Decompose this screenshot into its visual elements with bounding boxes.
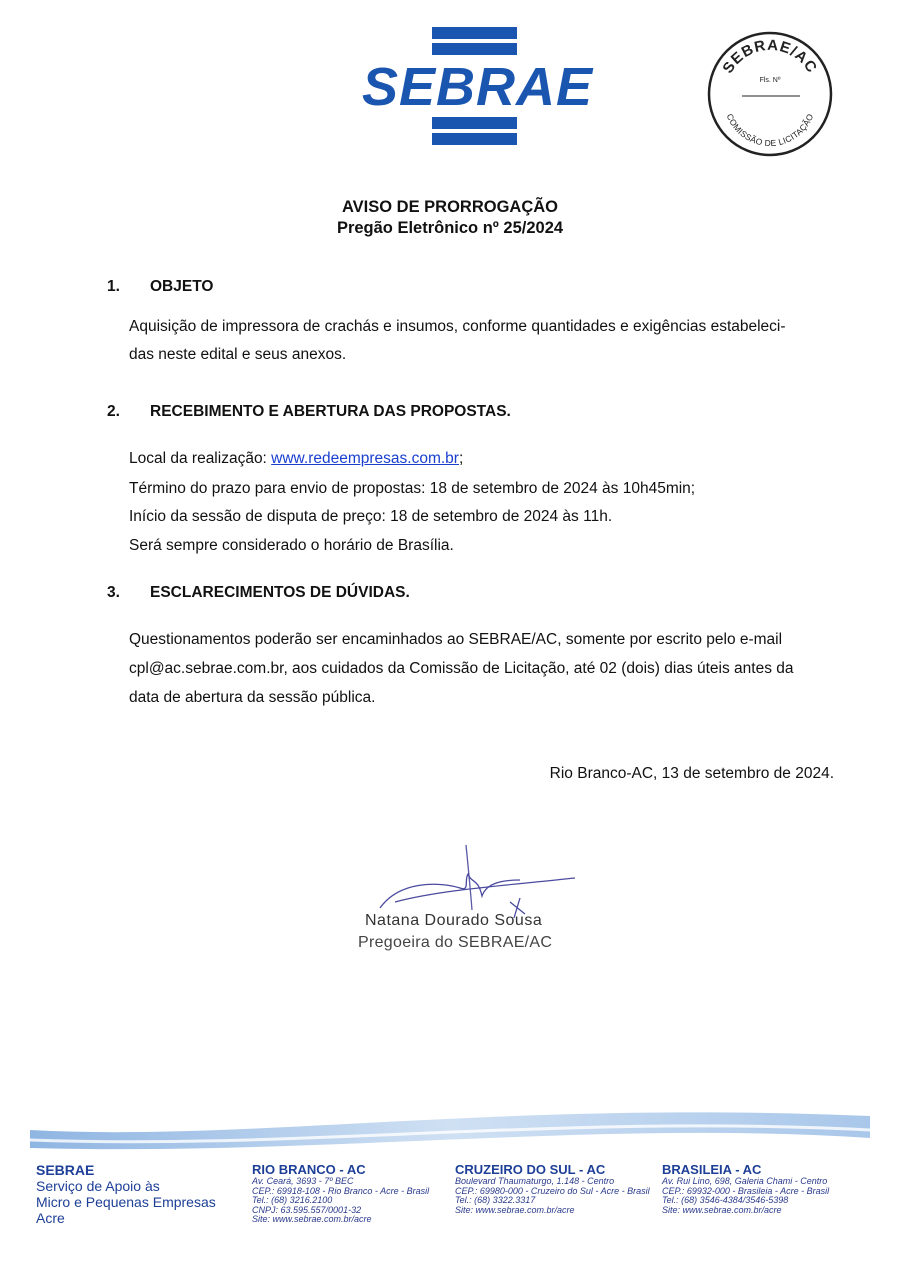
section-title: RECEBIMENTO E ABERTURA DAS PROPOSTAS. — [150, 403, 511, 420]
office-line: CEP.: 69918-108 - Rio Branco - Acre - Brasil — [252, 1185, 430, 1196]
section-number: 3. — [107, 584, 120, 601]
commission-stamp — [706, 30, 834, 158]
office-line: CNPJ: 63.595.557/0001-32 — [252, 1204, 362, 1215]
paragraph-line: Aquisição de impressora de crachás e insumos, conforme quantidades e exigências estabeleci- — [129, 318, 786, 335]
dateline: Rio Branco-AC, 13 de setembro de 2024. — [549, 765, 834, 782]
logo-bar — [432, 43, 517, 55]
office-line: Site: www.sebrae.com.br/acre — [252, 1214, 372, 1224]
paragraph-line: Questionamentos poderão ser encaminhados ao SEBRAE/AC, somente por escrito pelo e-mail — [129, 631, 783, 648]
section-number: 2. — [107, 403, 120, 420]
document-subtitle: Pregão Eletrônico nº 25/2024 — [336, 219, 564, 237]
svg-text:COMISSÃO DE LICITAÇÃO — [725, 112, 816, 148]
office-cruzeiro-do-sul — [455, 1162, 650, 1215]
office-rio-branco — [252, 1162, 429, 1225]
office-line: CEP.: 69980-000 - Cruzeiro do Sul - Acre - Brasil — [455, 1185, 650, 1196]
footer-description: Micro e Pequenas Empresas — [36, 1194, 216, 1210]
footer-wave — [0, 1090, 900, 1160]
footer-description: Serviço de Apoio às — [36, 1178, 160, 1194]
section-title: ESCLARECIMENTOS DE DÚVIDAS. — [150, 584, 410, 601]
signer-name: Natana Dourado Sousa — [365, 912, 543, 929]
office-line: CEP.: 69932-000 - Brasileia - Acre - Brasil — [662, 1185, 830, 1196]
office-line: Av. Rui Lino, 698, Galeria Chami - Centro — [662, 1176, 828, 1186]
paragraph-line: das neste edital e seus anexos. — [129, 346, 347, 363]
office-name: RIO BRANCO - AC — [252, 1162, 366, 1177]
logo-bar — [432, 117, 517, 129]
website-link[interactable]: www.redeempresas.com.br — [271, 450, 459, 467]
footer-brand-block — [36, 1162, 216, 1226]
paragraph-line: cpl@ac.sebrae.com.br, aos cuidados da Comissão de Licitação, até 02 (dois) dias úteis antes da — [129, 660, 794, 677]
office-brasileia — [662, 1162, 829, 1215]
office-line: Tel.: (68) 3546-4384/3546-5398 — [662, 1195, 789, 1205]
logo-bar — [432, 133, 517, 145]
section-title: OBJETO — [150, 278, 214, 295]
office-name: CRUZEIRO DO SUL - AC — [455, 1162, 606, 1177]
office-line: Av. Ceará, 3693 - 7º BEC — [252, 1176, 354, 1186]
office-line: Boulevard Thaumaturgo, 1.148 - Centro — [455, 1176, 615, 1186]
local-line — [129, 450, 463, 468]
footer-brand: SEBRAE — [36, 1162, 95, 1178]
office-line: Tel.: (68) 3322.3317 — [455, 1195, 536, 1205]
paragraph-line: data de abertura da sessão pública. — [129, 689, 376, 706]
sebrae-logo — [362, 27, 592, 147]
paragraph-line: Término do prazo para envio de propostas: 18 de setembro de 2024 às 10h45min; — [129, 480, 696, 497]
handwritten-signature — [360, 840, 610, 920]
stamp-top-text: SEBRAE/AC — [719, 36, 821, 77]
signer-role: Pregoeira do SEBRAE/AC — [358, 934, 553, 951]
stamp-label: Fls. Nº — [759, 77, 781, 84]
office-name: BRASILEIA - AC — [662, 1162, 762, 1177]
logo-bar — [432, 27, 517, 39]
document-title: AVISO DE PRORROGAÇÃO — [341, 198, 559, 216]
logo-wordmark: SEBRAE — [362, 57, 594, 117]
footer-description: Acre — [36, 1210, 65, 1226]
section-number: 1. — [107, 278, 120, 295]
stamp-bottom-text: COMISSÃO DE LICITAÇÃO — [724, 112, 816, 149]
local-label: Local da realização: — [129, 450, 272, 467]
office-line: Site: www.sebrae.com.br/acre — [662, 1204, 782, 1215]
local-suffix: ; — [458, 450, 464, 467]
office-line: Tel.: (68) 3216.2100 — [252, 1195, 333, 1205]
paragraph-line: Início da sessão de disputa de preço: 18 de setembro de 2024 às 11h. — [129, 508, 613, 525]
office-line: Site: www.sebrae.com.br/acre — [455, 1204, 575, 1215]
paragraph-line: Será sempre considerado o horário de Brasília. — [129, 537, 454, 554]
svg-text:SEBRAE/AC — [719, 37, 820, 77]
